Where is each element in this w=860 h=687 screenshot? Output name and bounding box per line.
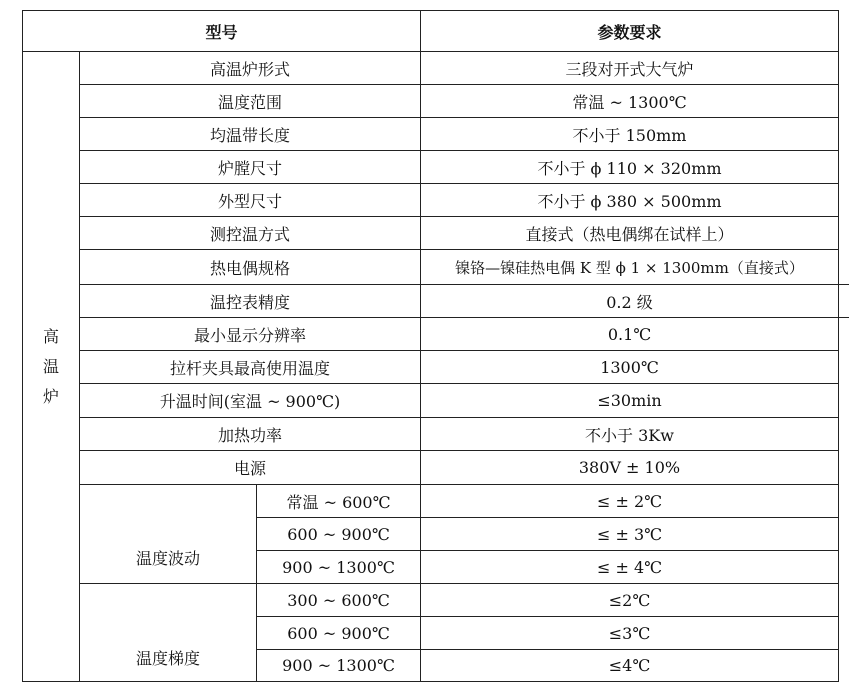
row-value: 0.1℃	[607, 324, 652, 344]
row-name: 温度范围	[217, 92, 282, 112]
row-name: 最小显示分辨率	[193, 325, 306, 345]
row-name: 均温带长度	[209, 125, 290, 145]
gradient-range: 900 ~ 1300℃	[282, 656, 395, 675]
fluctuation-range: 600 ~ 900℃	[287, 524, 390, 544]
row-value: 镍铬—镍硅热电偶 K 型 ϕ 1 × 1300mm（直接式）	[455, 258, 804, 277]
gradient-value: ≤2℃	[608, 590, 651, 610]
row-name: 拉杆夹具最高使用温度	[169, 358, 330, 378]
group-label-char: 温	[42, 356, 59, 376]
row-name: 测控温方式	[209, 224, 290, 244]
fluctuation-range: 常温 ~ 600℃	[286, 492, 391, 512]
row-value: 不小于 150mm	[572, 125, 687, 145]
gradient-range: 600 ~ 900℃	[287, 623, 390, 643]
gradient-value: ≤4℃	[608, 656, 651, 675]
row-name: 热电偶规格	[209, 258, 290, 278]
row-name: 温控表精度	[209, 292, 290, 312]
fluctuation-range: 900 ~ 1300℃	[282, 557, 395, 577]
row-name: 外型尺寸	[217, 191, 282, 211]
fluctuation-value: ≤ ± 2℃	[596, 491, 663, 511]
group-label-char: 炉	[42, 386, 59, 406]
gradient-value: ≤3℃	[608, 623, 651, 643]
header-model: 型号	[205, 22, 238, 42]
row-value: 0.2 级	[606, 292, 653, 312]
fluctuation-value: ≤ ± 3℃	[596, 524, 663, 544]
row-value: 不小于 ϕ 110 × 320mm	[537, 158, 722, 178]
row-value: 1300℃	[600, 357, 659, 377]
group-label-furnace	[23, 52, 79, 681]
row-value: 380V ± 10%	[578, 458, 681, 477]
fluctuation-label: 温度波动	[135, 548, 200, 568]
group-label-char: 高	[42, 326, 59, 346]
row-value: 直接式（热电偶绑在试样上）	[525, 224, 734, 244]
header-params: 参数要求	[597, 22, 662, 42]
fluctuation-value: ≤ ± 4℃	[596, 557, 663, 577]
gradient-label: 温度梯度	[135, 648, 200, 668]
row-name: 电源	[233, 459, 266, 478]
row-value: 常温 ~ 1300℃	[572, 92, 687, 112]
row-value: 不小于 3Kw	[585, 425, 674, 445]
row-value: 不小于 ϕ 380 × 500mm	[537, 191, 722, 211]
row-name: 升温时间(室温 ~ 900℃)	[159, 392, 341, 411]
row-name: 高温炉形式	[209, 59, 290, 79]
row-value: ≤30min	[597, 391, 662, 410]
row-name: 炉膛尺寸	[217, 158, 282, 178]
row-name: 加热功率	[217, 425, 282, 445]
row-value: 三段对开式大气炉	[565, 59, 694, 79]
gradient-range: 300 ~ 600℃	[287, 590, 390, 610]
